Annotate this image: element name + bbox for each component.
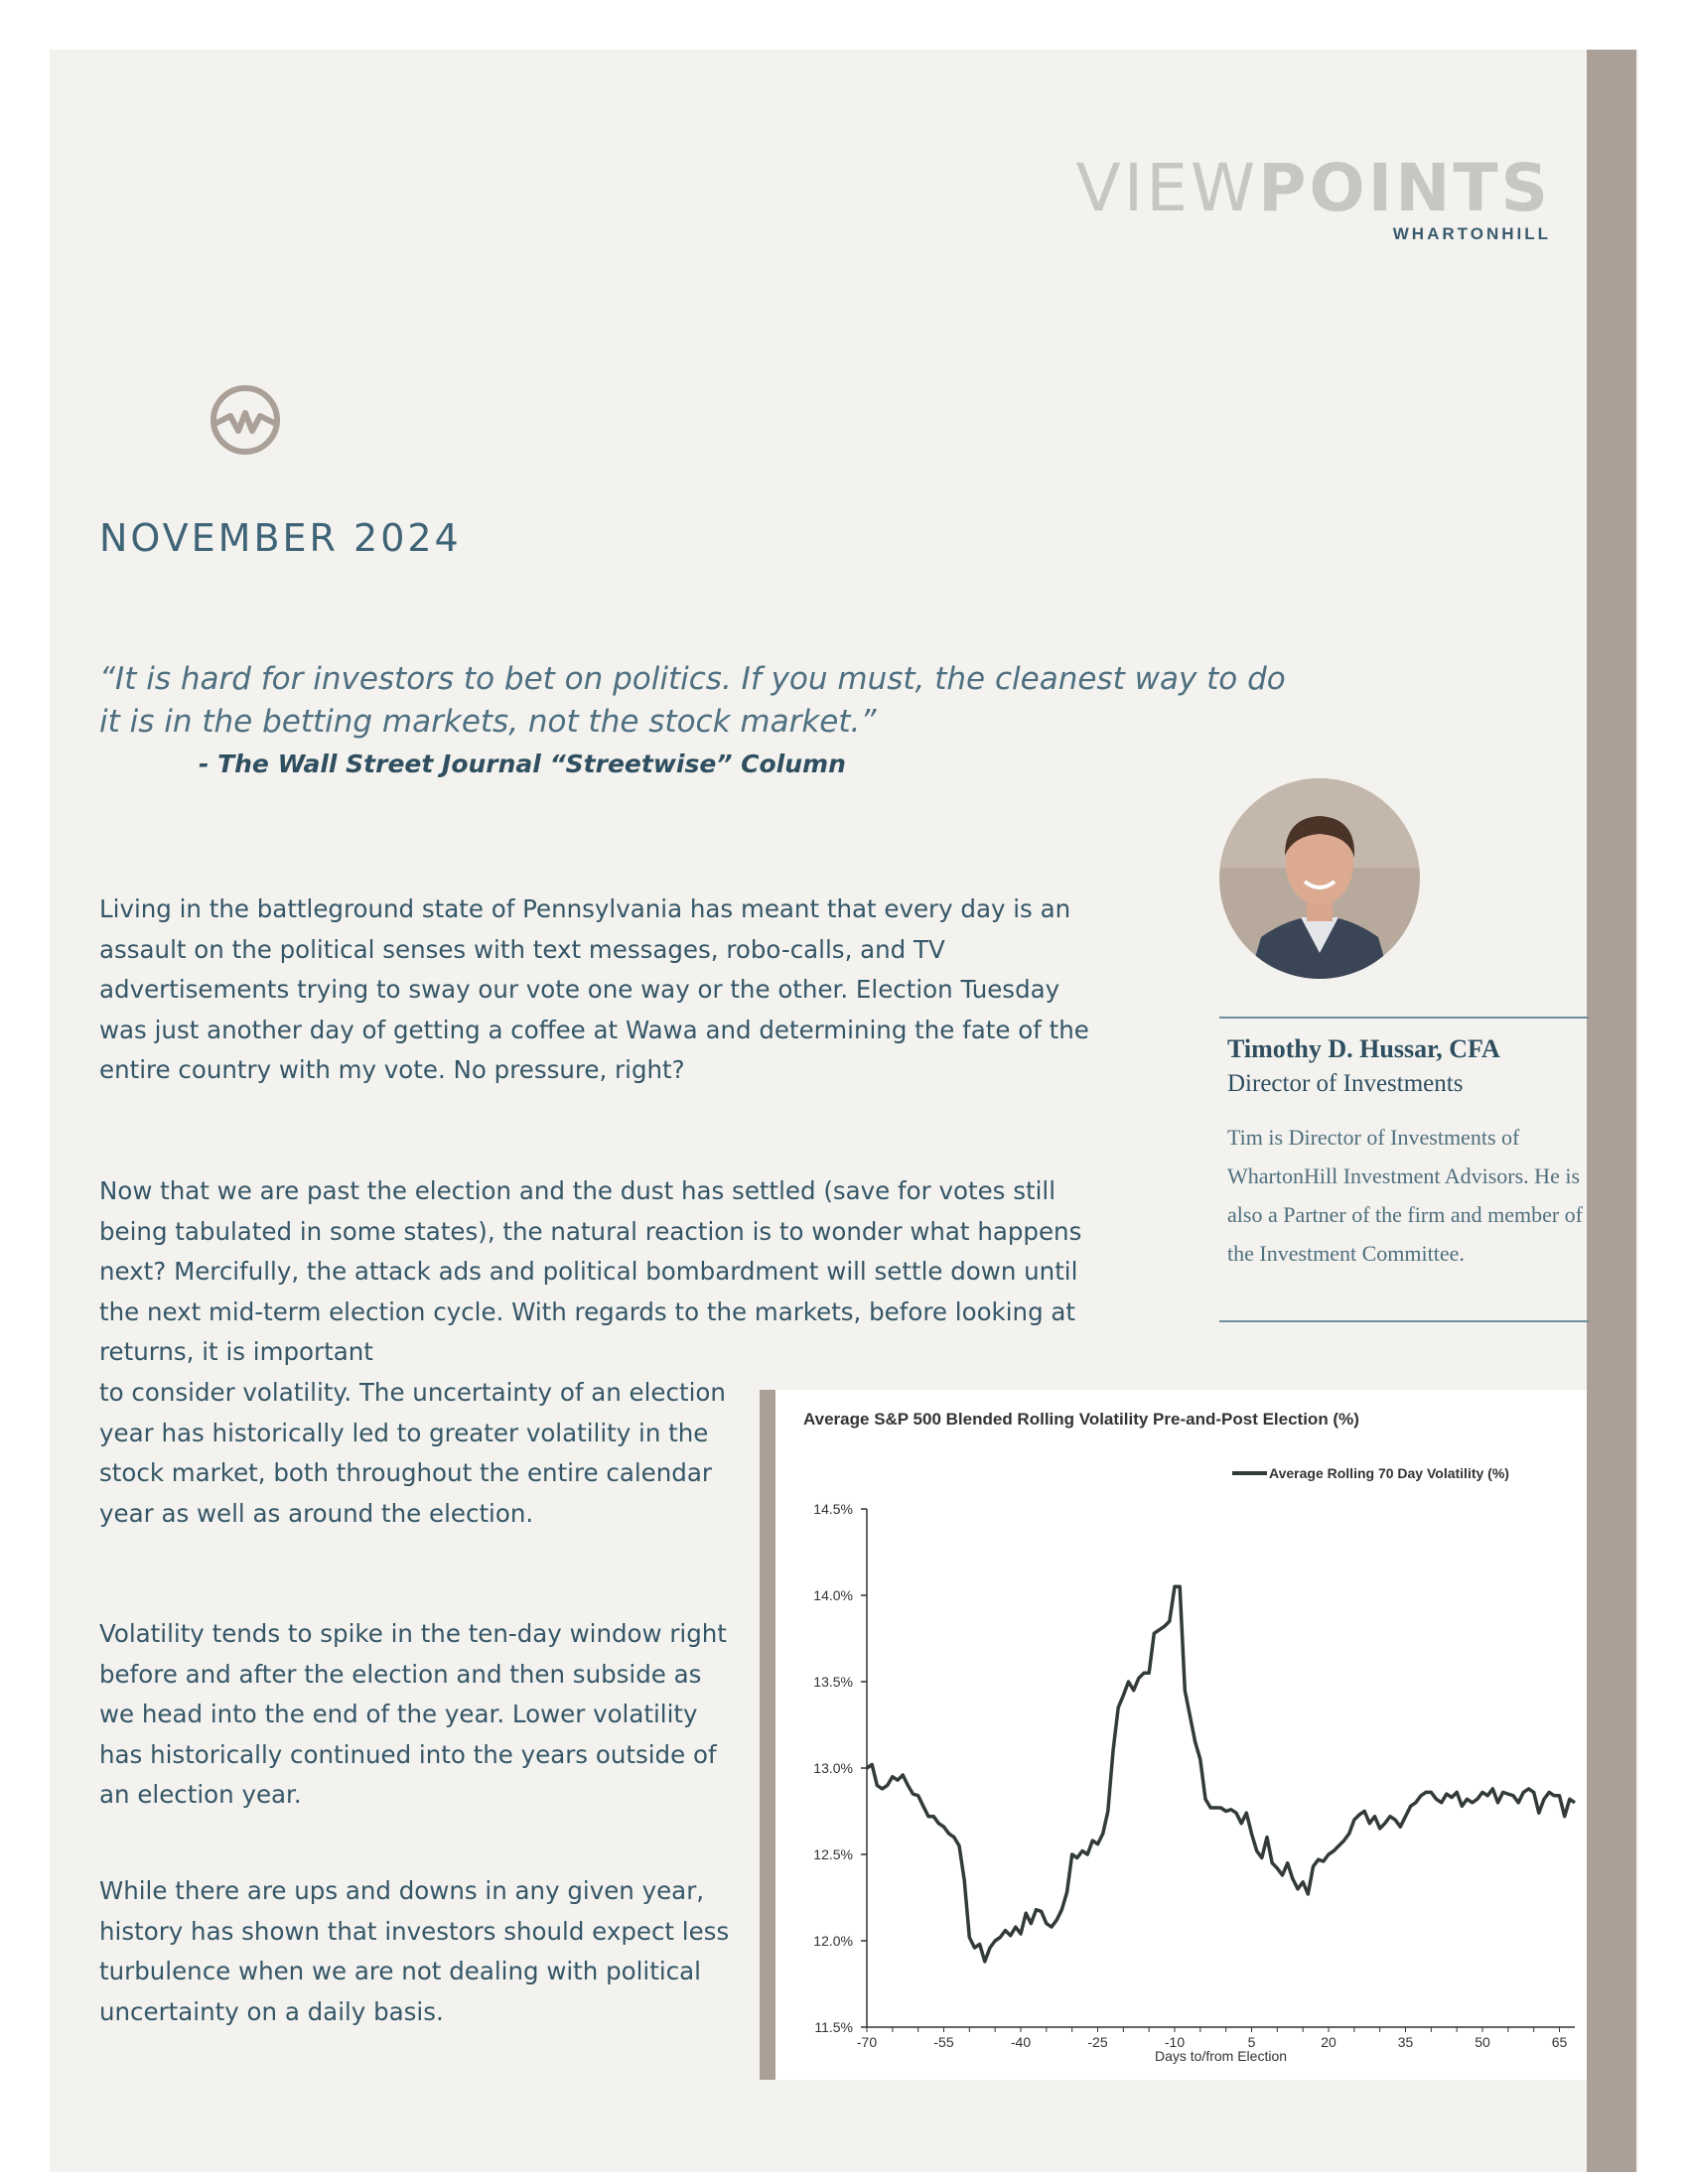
x-tick-label: 65 bbox=[1551, 2034, 1568, 2050]
x-tick-label: 50 bbox=[1475, 2034, 1490, 2050]
author-bio: Tim is Director of Investments of WhartonHill Investment Advisors. He is also a Partner of the firm and member of the Investment Committee. bbox=[1227, 1125, 1583, 1266]
issue-date: NOVEMBER 2024 bbox=[99, 516, 462, 560]
y-tick-label: 12.0% bbox=[813, 1933, 853, 1949]
x-tick-label: 20 bbox=[1321, 2034, 1336, 2050]
x-axis-label: Days to/from Election bbox=[1154, 2048, 1288, 2064]
x-tick-label: 35 bbox=[1397, 2034, 1414, 2050]
chart-title: Average S&P 500 Blended Rolling Volatility Pre-and-Post Election (%) bbox=[803, 1410, 1359, 1429]
y-tick-label: 14.5% bbox=[813, 1501, 853, 1517]
body-paragraph-2-continued: to consider volatility. The uncertainty of an election year has historically led to greater volatility in the stock market, both throughout the entire calendar year as well as around the election. bbox=[99, 1378, 726, 1528]
decorative-side-bar bbox=[1587, 50, 1636, 2172]
body-paragraph-1: Living in the battleground state of Pennsylvania has meant that every day is an assault on the political senses with text messages, robo-calls, and TV advertisements trying to sway our vote one way or the other. Election Tuesday was just another day of getting a coffee at Wawa and determining the fate of the entire country with my vote. No pressure, right? bbox=[99, 894, 1089, 1084]
volatility-chart-svg bbox=[775, 1390, 1587, 2080]
masthead-title-part2: POINTS bbox=[1258, 150, 1551, 226]
x-tick-label: -55 bbox=[933, 2034, 954, 2050]
y-tick-label: 12.5% bbox=[813, 1846, 853, 1862]
pull-quote: “It is hard for investors to bet on politics. If you must, the cleanest way to do it is in the betting markets, not the stock market.” bbox=[99, 661, 1286, 740]
x-tick-label: 5 bbox=[1247, 2034, 1256, 2050]
volatility-chart bbox=[760, 1390, 1587, 2080]
author-photo bbox=[1219, 778, 1420, 979]
pull-quote-source: - The Wall Street Journal “Streetwise” Column bbox=[199, 750, 846, 778]
x-tick-label: -10 bbox=[1164, 2034, 1186, 2050]
legend-label: Average Rolling 70 Day Volatility (%) bbox=[1269, 1465, 1509, 1481]
y-tick-label: 11.5% bbox=[814, 2019, 853, 2035]
x-tick-label: -70 bbox=[856, 2034, 878, 2050]
body-paragraph-3: Volatility tends to spike in the ten-day window right before and after the election and then subside as we head into the end of the year. Lower volatility has historically continued into the years outside of an election year. bbox=[99, 1619, 727, 1809]
y-tick-label: 13.5% bbox=[813, 1674, 853, 1690]
author-name: Timothy D. Hussar, CFA bbox=[1227, 1034, 1500, 1063]
masthead bbox=[923, 149, 1559, 248]
body-paragraph-2: Now that we are past the election and the dust has settled (save for votes still being tabulated in some states), the natural reaction is to wonder what happens next? Mercifully, the attack ads and political bombardment will settle down until the next mid-term election cycle. With regards to the markets, before looking at returns, it is important bbox=[99, 1176, 1082, 1366]
body-paragraph-4: While there are ups and downs in any given year, history has shown that investors should expect less turbulence when we are not dealing with political uncertainty on a daily basis. bbox=[99, 1876, 730, 2026]
y-tick-label: 13.0% bbox=[813, 1760, 853, 1776]
x-tick-label: -25 bbox=[1087, 2034, 1108, 2050]
masthead-title-part1: VIEW bbox=[1075, 150, 1259, 226]
author-bio-box bbox=[1219, 1017, 1589, 1322]
masthead-brand: WHARTONHILL bbox=[1392, 224, 1551, 243]
x-tick-label: -40 bbox=[1010, 2034, 1032, 2050]
series-line-volatility bbox=[867, 1586, 1575, 1962]
whartonhill-w-circle-icon bbox=[209, 383, 282, 457]
author-title: Director of Investments bbox=[1227, 1070, 1464, 1097]
masthead-title bbox=[1076, 149, 1551, 228]
y-tick-label: 14.0% bbox=[813, 1587, 853, 1603]
